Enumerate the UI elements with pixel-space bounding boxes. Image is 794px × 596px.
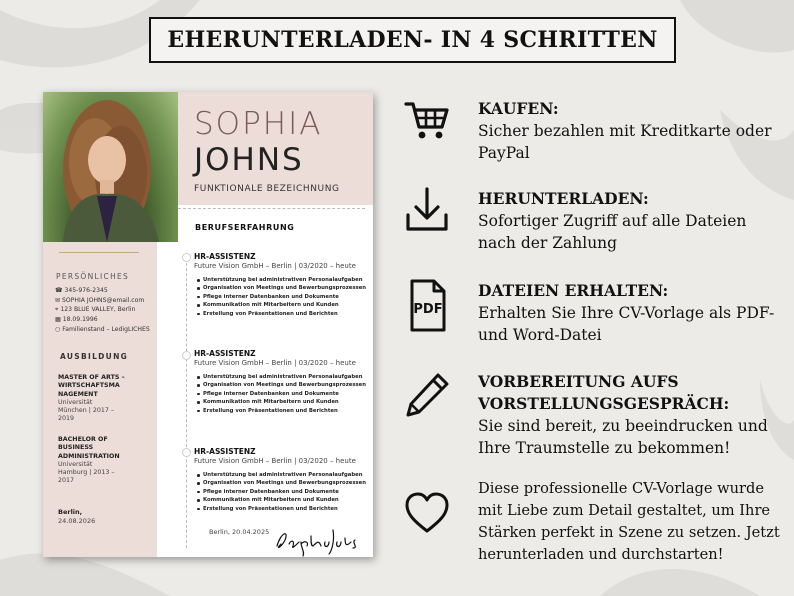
resume-job-title: FUNKTIONALE BEZEICHNUNG xyxy=(194,184,340,194)
pdf-file-icon xyxy=(404,278,450,334)
education-entry: BACHELOR OF BUSINESS ADMINISTRATION Universität Hamburg | 2013 – 2017 xyxy=(58,436,120,485)
job-bullets: Unterstützung bei administrativen Personalaufgaben Organisation von Meetings und Bewerbungsprozessen Pflege interner Datenbanken und Dokumente Kommunikation mit Mitarbeitern und Kunden Erstellung von Präsentationen und Berichten xyxy=(194,276,369,318)
step-description: Erhalten Sie Ihre CV-Vorlage als PDF- und Word-Datei xyxy=(478,304,775,344)
step-buy xyxy=(478,98,778,164)
location-icon: ⌖ xyxy=(55,306,61,314)
download-icon xyxy=(404,187,450,233)
resume-preview xyxy=(43,92,373,557)
step-description: Sie sind bereit, zu beeindrucken und Ihre Traumstelle zu bekommen! xyxy=(478,417,768,457)
contact-email: ✉ SOPHIA JOHNS@email.com xyxy=(55,296,145,304)
step-description: Sicher bezahlen mit Kreditkarte oder PayPal xyxy=(478,122,772,162)
header-divider xyxy=(178,208,365,209)
education-heading: AUSBILDUNG xyxy=(60,352,129,361)
step-interview xyxy=(478,371,778,459)
timeline-dot xyxy=(182,351,191,360)
education-entry: MASTER OF ARTS – WIRTSCHAFTSMA NAGEMENT Universität München | 2017 – 2019 xyxy=(58,374,125,423)
pencil-icon xyxy=(404,372,450,418)
job-entry: HR-ASSISTENZ Future Vision GmbH – Berlin | 03/2020 – heute Unterstützung bei administrativen Personalaufgaben Organisation von Meetings und Bewerbungsprozessen Pflege interner Datenbanken und Dokumente Kommunikation mit Mitarbeitern und Kunden Erstellung von Präsentationen und Berichten xyxy=(194,252,369,318)
contact-phone: ☎ 345-976-2345 xyxy=(55,287,108,294)
timeline-dot xyxy=(182,448,191,457)
pdf-label: PDF xyxy=(413,302,443,317)
job-bullets: Unterstützung bei administrativen Personalaufgaben Organisation von Meetings und Bewerbungsprozessen Pflege interner Datenbanken und Dokumente Kommunikation mit Mitarbeitern und Kunden Erstellung von Präsentationen und Berichten xyxy=(194,373,369,415)
step-download xyxy=(478,188,778,254)
sidebar-divider xyxy=(59,252,139,253)
title-banner xyxy=(149,17,676,63)
signature xyxy=(271,522,363,557)
step-heading: DATEIEN ERHALTEN: xyxy=(478,281,669,300)
step-heading: KAUFEN: xyxy=(478,99,559,118)
email-icon: ✉ xyxy=(55,296,63,304)
shopping-cart-icon xyxy=(404,97,450,143)
timeline-line xyxy=(186,258,187,548)
contact-birthday: ▦ 18.09.1996 xyxy=(55,316,98,324)
phone-icon: ☎ xyxy=(55,287,65,294)
resume-last-name: JOHNS xyxy=(194,142,304,178)
heart-icon xyxy=(404,490,450,536)
contact-list xyxy=(55,286,155,335)
job-bullets: Unterstützung bei administrativen Personalaufgaben Organisation von Meetings und Bewerbungsprozessen Pflege interner Datenbanken und Dokumente Kommunikation mit Mitarbeitern und Kunden Erstellung von Präsentationen und Berichten xyxy=(194,471,369,513)
job-entry: HR-ASSISTENZ Future Vision GmbH – Berlin | 03/2020 – heute Unterstützung bei administrativen Personalaufgaben Organisation von Meetings und Bewerbungsprozessen Pflege interner Datenbanken und Dokumente Kommunikation mit Mitarbeitern und Kunden Erstellung von Präsentationen und Berichten xyxy=(194,349,369,415)
personal-heading: PERSÖNLICHES xyxy=(56,272,130,281)
job-entry: HR-ASSISTENZ Future Vision GmbH – Berlin | 03/2020 – heute Unterstützung bei administrativen Personalaufgaben Organisation von Meetings und Bewerbungsprozessen Pflege interner Datenbanken und Dokumente Kommunikation mit Mitarbeitern und Kunden Erstellung von Präsentationen und Berichten xyxy=(194,447,369,513)
experience-heading: BERUFSERFAHRUNG xyxy=(195,223,295,232)
profile-photo xyxy=(43,92,178,242)
closing-text: Diese professionelle CV-Vorlage wurde mit Liebe zum Detail gestaltet, um Ihre Stärken perfekt in Szene zu setzen. Jetzt herunterladen und durchstarten! xyxy=(478,480,780,563)
resume-first-name: SOPHIA xyxy=(194,106,323,142)
step-files xyxy=(478,280,778,346)
step-heading: VORBEREITUNG AUFS VORSTELLUNGSGESPRÄCH: xyxy=(478,372,730,413)
sidebar-place-date: Berlin, 24.08.2026 xyxy=(58,508,96,525)
resume-place-date: Berlin, 20.04.2025 xyxy=(209,528,270,536)
ring-icon: ○ xyxy=(55,325,63,333)
page-title: EHERUNTERLADEN- IN 4 SCHRITTEN xyxy=(167,27,658,53)
timeline-dot xyxy=(182,253,191,262)
name-panel xyxy=(178,92,373,205)
step-description: Sofortiger Zugriff auf alle Dateien nach der Zahlung xyxy=(478,212,747,252)
step-heading: HERUNTERLADEN: xyxy=(478,189,649,208)
calendar-icon: ▦ xyxy=(55,316,63,324)
contact-family: ○ Familienstand – LedigLICHES xyxy=(55,325,150,333)
contact-address: ⌖ 123 BLUE VALLEY, Berlin xyxy=(55,306,136,314)
